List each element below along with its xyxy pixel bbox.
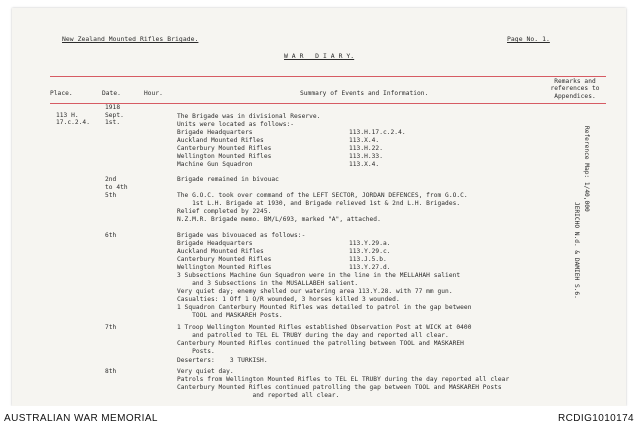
summary-line: and 3 Subsections in the MUSALLABEH salient.: [177, 280, 359, 287]
summary-line: The G.O.C. took over command of the LEFT SECTOR, JORDAN DEFENCES, from G.O.C.: [177, 192, 468, 199]
map-ref: 113.H.22.: [349, 145, 383, 152]
summary-line: N.Z.M.R. Brigade memo. BM/L/693, marked "A", attached.: [177, 216, 381, 223]
summary-line: Casualties: 1 Off 1 O/R wounded, 3 horses killed 3 wounded.: [177, 296, 400, 303]
summary-line: Posts.: [177, 348, 215, 355]
summary-line: 1 Troop Wellington Mounted Rifles established Observation Post at WICK at 0400: [177, 324, 472, 331]
date-line: 2nd: [105, 176, 117, 183]
map-ref: 113.Y.29.a.: [349, 240, 391, 247]
map-ref: 113.X.4.: [349, 161, 380, 168]
map-ref: 113.Y.27.d.: [349, 264, 391, 271]
footer: [0, 406, 640, 430]
summary-line: Canterbury Mounted Rifles continued the patrolling between TOOL and MASKAREH: [177, 340, 464, 347]
map-ref: 113.H.33.: [349, 153, 383, 160]
footer-source: AUSTRALIAN WAR MEMORIAL: [4, 413, 158, 424]
summary-line: Very quiet day; enemy shelled our watering area 113.Y.28. with 77 mm gun.: [177, 288, 453, 295]
summary-line: 3 Subsections Machine Gun Squadron were in the line in the MELLAHAH salient: [177, 272, 461, 279]
summary-line: Canterbury Mounted Rifles: [177, 256, 272, 263]
war-diary-page: [12, 8, 626, 406]
summary-line: Canterbury Mounted Rifles: [177, 145, 272, 152]
col-place: Place.: [50, 90, 73, 97]
summary-line: Deserters: 3 TURKISH.: [177, 357, 268, 364]
summary-line: Brigade remained in bivouac: [177, 176, 279, 183]
margin-note: JERICHO N.d. & DAMIEH S.6.: [573, 202, 580, 299]
margin-note: Reference Map: 1/40,000: [583, 126, 590, 212]
col-remarks-line: references to: [550, 85, 600, 93]
summary-line: Brigade was bivouaced as follows:-: [177, 232, 306, 239]
summary-line: Auckland Mounted Rifles: [177, 137, 264, 144]
summary-line: Canterbury Mounted Rifles continued patrolling the gap between TOOL and MASKAREH Posts: [177, 384, 502, 391]
header-rule-bottom: [50, 103, 606, 104]
summary-line: Auckland Mounted Rifles: [177, 248, 264, 255]
col-hour: Hour.: [144, 90, 163, 97]
summary-line: and reported all clear.: [177, 392, 340, 399]
document-title: W A R D I A R Y.: [284, 52, 355, 60]
place-line: 17.c.2.4.: [56, 119, 90, 126]
summary-line: and patrolled to TEL EL TRUBY during the day and reported all clear.: [177, 332, 449, 339]
col-remarks-line: Appendices.: [554, 92, 596, 100]
footer-id: RCDIG1010174: [558, 413, 634, 424]
date-line: Sept.: [105, 112, 124, 119]
date-line: 5th: [105, 192, 117, 199]
summary-line: Brigade Headquarters: [177, 129, 253, 136]
map-ref: 113.H.17.c.2.4.: [349, 129, 406, 136]
summary-line: Wellington Mounted Rifles: [177, 153, 272, 160]
date-line: 7th: [105, 324, 117, 331]
summary-line: Very quiet day.: [177, 368, 234, 375]
summary-line: Patrols from Wellington Mounted Rifles to TEL EL TRUBY during the day reported all clear: [177, 376, 510, 383]
summary-line: Machine Gun Squadron: [177, 161, 253, 168]
summary-line: TOOL and MASKAREH Posts.: [177, 312, 283, 319]
summary-line: Brigade Headquarters: [177, 240, 253, 247]
summary-line: Units were located as follows:-: [177, 121, 295, 128]
map-ref: 113.X.4.: [349, 137, 380, 144]
header-rule-top: [50, 76, 606, 77]
map-ref: 113.Y.29.c.: [349, 248, 391, 255]
date-line: 8th: [105, 368, 117, 375]
summary-line: Relief completed by 2245.: [177, 208, 272, 215]
unit-name: New Zealand Mounted Rifles Brigade.: [62, 35, 199, 43]
date-line: 1st.: [105, 119, 121, 126]
col-summary: Summary of Events and Information.: [300, 90, 429, 97]
date-line: to 4th: [105, 184, 128, 191]
summary-line: 1st L.H. Brigade at 1930, and Brigade relieved 1st & 2nd L.H. Brigades.: [177, 200, 461, 207]
summary-line: 1 Squadron Canterbury Mounted Rifles was detailed to patrol in the gap between: [177, 304, 472, 311]
summary-line: The Brigade was in divisional Reserve.: [177, 113, 321, 120]
date-line: 1918: [105, 104, 121, 111]
place-line: 113 H.: [56, 112, 79, 119]
date-line: 6th: [105, 232, 117, 239]
col-remarks-line: Remarks and: [554, 78, 596, 85]
col-date: Date.: [102, 90, 121, 97]
summary-line: Wellington Mounted Rifles: [177, 264, 272, 271]
page-number: Page No. 1.: [507, 35, 550, 43]
map-ref: 113.J.5.b.: [349, 256, 387, 263]
col-remarks: [542, 78, 608, 100]
